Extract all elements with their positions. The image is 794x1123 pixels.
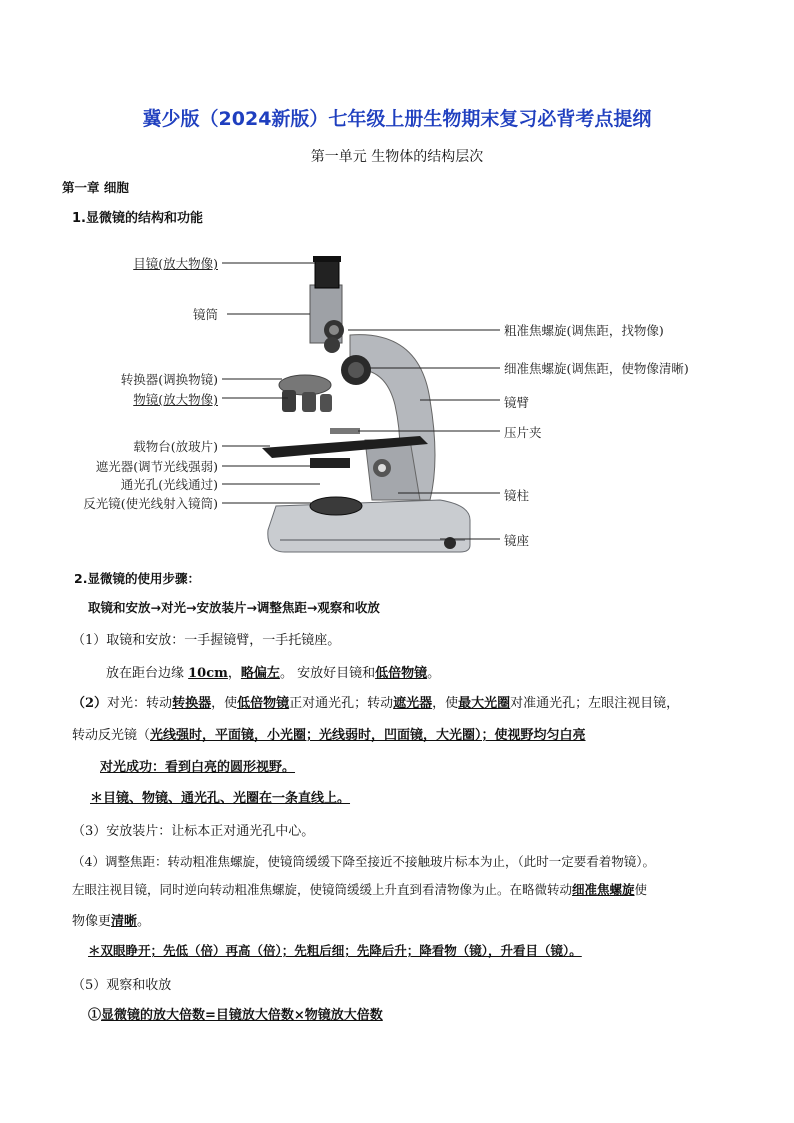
step2-star: ＊目镜、物镜、通光孔、光圈在一条直线上。 (90, 791, 351, 806)
label-tube: 镜筒 (192, 307, 218, 322)
label-base: 镜座 (504, 533, 530, 548)
step2-line1: （2）对光：转动转换器，使低倍物镜正对通光孔；转动遮光器，使最大光圈对准通光孔；左眼注视目镜， (72, 696, 680, 711)
step1-line2: 放在距台边缘 10cm，略偏左。 安放好目镜和低倍物镜。 (106, 666, 441, 681)
formula-line (88, 1004, 383, 1023)
section1-title: 1.显微镜的结构和功能 (72, 211, 203, 226)
mirror-shape (310, 497, 362, 515)
unit-title: 第一单元 生物体的结构层次 (310, 149, 484, 165)
step1-line1: （1）取镜和安放：一手握镜臂，一手托镜座。 (72, 633, 341, 648)
document-title: 冀少版（2024新版）七年级上册生物期末复习必背考点提纲 (142, 108, 652, 130)
step4-star: ＊双眼睁开；先低（倍）再高（倍）；先粗后细；先降后升；降看物（镜），升看目（镜）。 (88, 943, 582, 958)
label-arm: 镜臂 (504, 395, 530, 410)
label-fine: 细准焦螺旋(调焦距，使物像清晰) (504, 361, 689, 376)
chapter-title: 第一章 细胞 (62, 180, 129, 195)
formula-number: ① (88, 1008, 102, 1023)
base-shape (268, 500, 470, 552)
label-diaphragm: 遮光器(调节光线强弱) (95, 459, 218, 474)
label-aperture: 通光孔(光线通过) (120, 477, 218, 492)
step4-line1: （4）调整焦距：转动粗准焦螺旋，使镜筒缓缓下降至接近不接触玻片标本为止，（此时一定要看着物镜）。 (72, 854, 655, 869)
label-pillar: 镜柱 (504, 488, 530, 503)
section2-title: 2.显微镜的使用步骤： (74, 571, 200, 586)
label-coarse: 粗准焦螺旋(调焦距，找物像) (504, 323, 664, 338)
formula-text: 显微镜的放大倍数=目镜放大倍数×物镜放大倍数 (101, 1008, 383, 1023)
label-clip: 压片夹 (504, 425, 542, 440)
usage-flow: 取镜和安放→对光→安放装片→调整焦距→观察和收放 (88, 600, 380, 615)
step5-line: （5）观察和收放 (72, 978, 172, 993)
label-converter: 转换器(调换物镜) (120, 372, 218, 387)
step2-line2: 转动反光镜（光线强时，平面镜，小光圈；光线弱时，凹面镜，大光圈）；使视野均匀白亮 (72, 728, 586, 743)
step2-success: 对光成功：看到白亮的圆形视野。 (100, 760, 296, 775)
step4-line3: 物像更清晰。 (72, 914, 151, 929)
label-objective: 物镜(放大物像) (133, 392, 218, 407)
label-eyepiece: 目镜(放大物像) (133, 256, 218, 271)
step3-line: （3）安放装片：让标本正对通光孔中心。 (72, 824, 315, 839)
label-mirror: 反光镜(使光线射入镜筒) (83, 496, 218, 511)
label-stage: 载物台(放玻片) (133, 439, 218, 454)
step4-line2: 左眼注视目镜，同时逆向转动粗准焦螺旋，使镜筒缓缓上升直到看清物像为止。在略微转动细准焦螺旋使 (72, 882, 648, 897)
